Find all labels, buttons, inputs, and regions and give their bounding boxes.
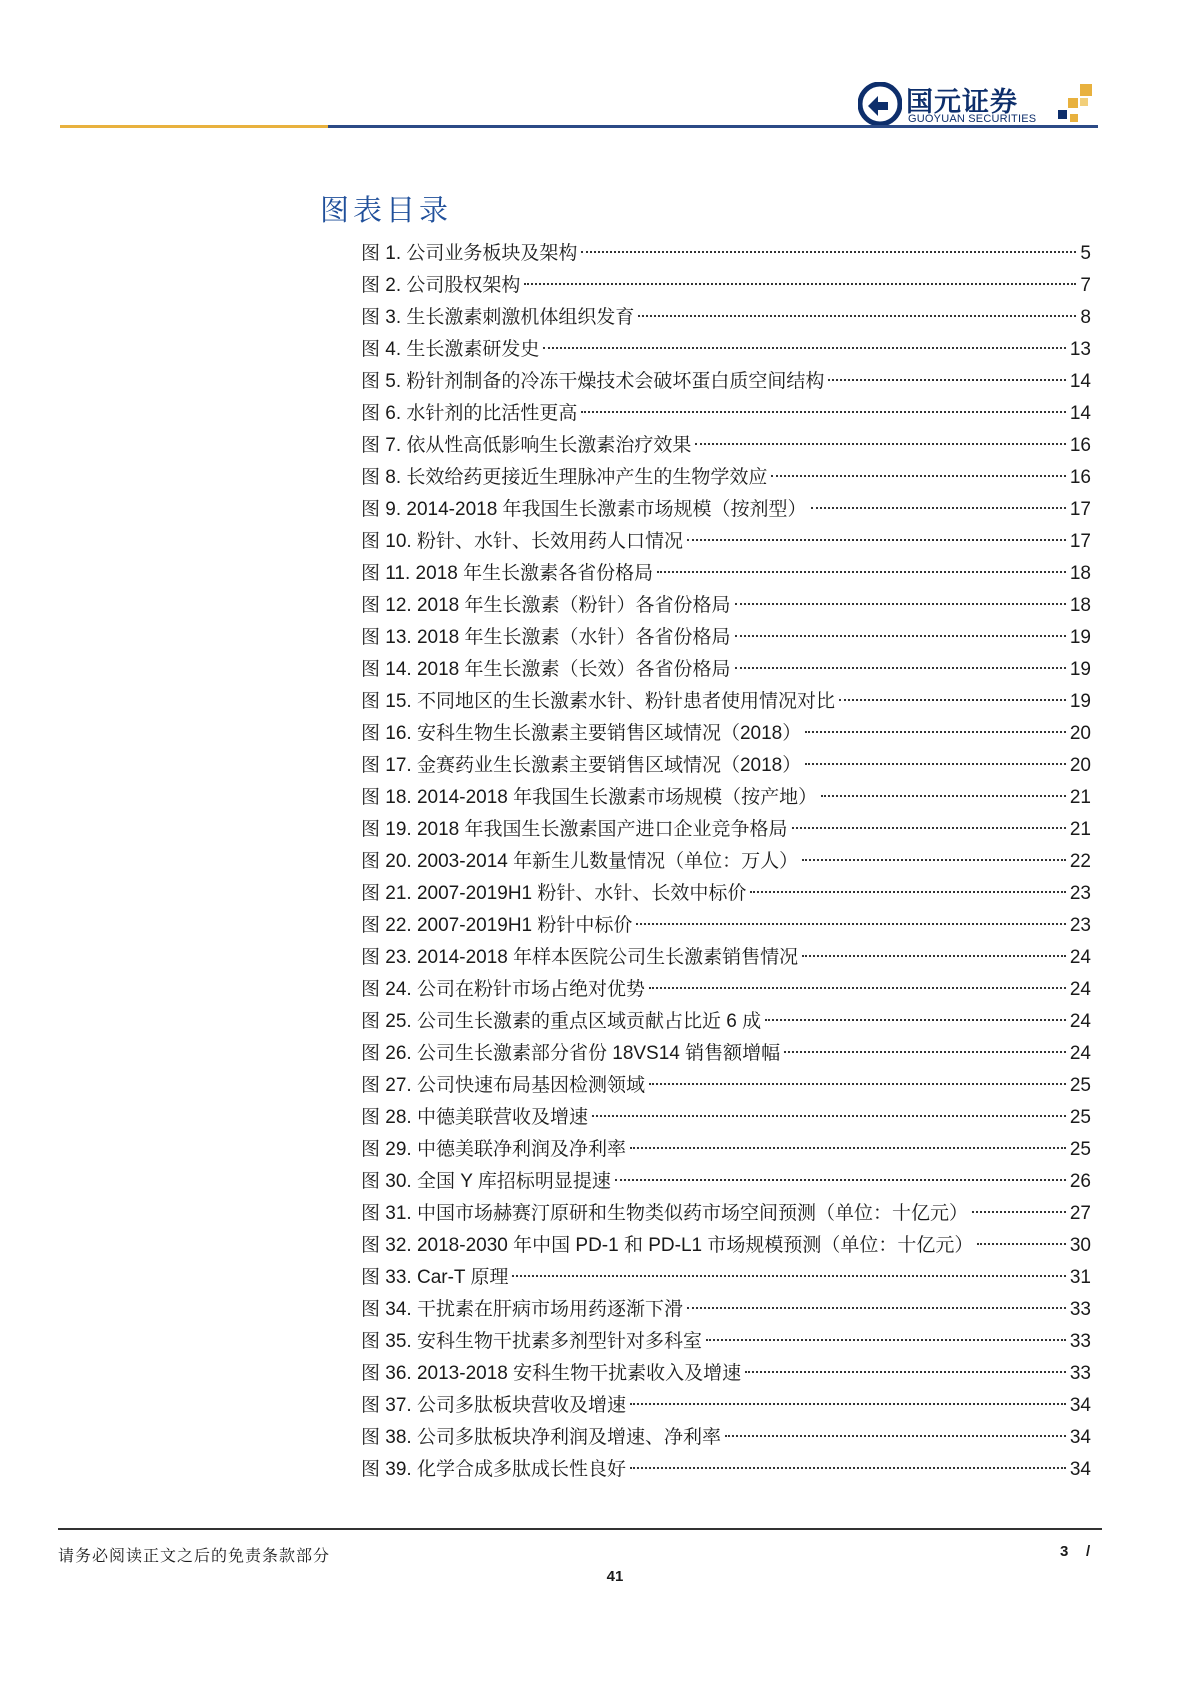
toc-entry-page: 21 [1069, 787, 1091, 808]
toc-entry-page: 33 [1069, 1363, 1091, 1384]
toc-entry-page: 23 [1069, 883, 1091, 904]
toc-entry-page: 8 [1080, 307, 1091, 328]
company-logo [858, 80, 1098, 128]
toc-entry-page: 7 [1080, 275, 1091, 296]
toc-entry-page: 19 [1069, 691, 1091, 712]
toc-entry-page: 20 [1069, 723, 1091, 744]
toc-entry[interactable] [361, 1070, 1091, 1102]
toc-entry-label: 图 9. 2014-2018 年我国生长激素市场规模（按剂型） [361, 499, 807, 520]
toc-entry-label: 图 29. 中德美联净利润及净利率 [361, 1139, 626, 1160]
toc-entry[interactable] [361, 1134, 1091, 1166]
toc-entry[interactable] [361, 462, 1091, 494]
toc-dot-leader [636, 923, 1065, 925]
toc-dot-leader [706, 1339, 1066, 1341]
toc-dot-leader [792, 827, 1066, 829]
toc-entry[interactable] [361, 1422, 1091, 1454]
toc-entry-label: 图 21. 2007-2019H1 粉针、水针、长效中标价 [361, 883, 747, 904]
toc-entry[interactable] [361, 334, 1091, 366]
footer-rule [58, 1528, 1102, 1530]
toc-entry[interactable] [361, 1006, 1091, 1038]
toc-dot-leader [630, 1467, 1066, 1469]
toc-entry-page: 24 [1069, 1011, 1091, 1032]
toc-entry-page: 31 [1069, 1267, 1091, 1288]
toc-entry-page: 14 [1069, 403, 1091, 424]
toc-dot-leader [745, 1371, 1066, 1373]
toc-dot-leader [543, 347, 1065, 349]
toc-entry-label: 图 16. 安科生物生长激素主要销售区域情况（2018） [361, 723, 802, 744]
toc-dot-leader [765, 1019, 1066, 1021]
toc-entry-label: 图 38. 公司多肽板块净利润及增速、净利率 [361, 1427, 721, 1448]
toc-entry-page: 33 [1069, 1299, 1091, 1320]
toc-entry-page: 34 [1069, 1427, 1091, 1448]
toc-dot-leader [784, 1051, 1066, 1053]
toc-dot-leader [750, 891, 1065, 893]
toc-entry-label: 图 3. 生长激素刺激机体组织发育 [361, 307, 635, 328]
toc-entry[interactable] [361, 718, 1091, 750]
toc-entry-page: 16 [1069, 467, 1091, 488]
toc-entry-label: 图 11. 2018 年生长激素各省份格局 [361, 563, 654, 584]
toc-entry[interactable] [361, 974, 1091, 1006]
toc-entry[interactable] [361, 814, 1091, 846]
toc-dot-leader [524, 283, 1076, 285]
toc-list [361, 238, 1091, 1486]
footer-page-separator: / [1086, 1543, 1091, 1560]
toc-dot-leader [592, 1115, 1066, 1117]
toc-entry-page: 24 [1069, 947, 1091, 968]
logo-squares-icon [1054, 84, 1094, 128]
toc-dot-leader [735, 667, 1066, 669]
toc-dot-leader [687, 539, 1066, 541]
toc-entry-label: 图 27. 公司快速布局基因检测领域 [361, 1075, 645, 1096]
toc-entry-label: 图 22. 2007-2019H1 粉针中标价 [361, 915, 633, 936]
toc-entry[interactable] [361, 1390, 1091, 1422]
page-header [0, 0, 1200, 140]
toc-dot-leader [695, 443, 1065, 445]
footer-total-pages: 41 [606, 1568, 624, 1585]
toc-dot-leader [735, 603, 1066, 605]
toc-dot-leader [581, 411, 1065, 413]
toc-entry-page: 24 [1069, 1043, 1091, 1064]
toc-entry-page: 18 [1069, 595, 1091, 616]
toc-entry-page: 21 [1069, 819, 1091, 840]
toc-entry-label: 图 8. 长效给药更接近生理脉冲产生的生物学效应 [361, 467, 768, 488]
toc-entry-label: 图 23. 2014-2018 年样本医院公司生长激素销售情况 [361, 947, 799, 968]
toc-entry-page: 22 [1069, 851, 1091, 872]
toc-dot-leader [821, 795, 1066, 797]
toc-dot-leader [649, 1083, 1066, 1085]
toc-dot-leader [805, 731, 1066, 733]
toc-entry[interactable] [361, 1166, 1091, 1198]
toc-entry-page: 13 [1069, 339, 1091, 360]
logo-name-zh: 国元证券 [906, 87, 1018, 117]
toc-entry-label: 图 34. 干扰素在肝病市场用药逐渐下滑 [361, 1299, 683, 1320]
toc-entry-page: 19 [1069, 627, 1091, 648]
toc-dot-leader [725, 1435, 1066, 1437]
logo-mark-icon [858, 82, 902, 126]
toc-entry-label: 图 4. 生长激素研发史 [361, 339, 540, 360]
toc-entry[interactable] [361, 1454, 1091, 1486]
toc-entry[interactable] [361, 750, 1091, 782]
toc-title: 图表目录 [320, 193, 453, 227]
toc-entry-page: 27 [1069, 1203, 1091, 1224]
toc-entry[interactable] [361, 910, 1091, 942]
toc-entry-label: 图 5. 粉针剂制备的冷冻干燥技术会破坏蛋白质空间结构 [361, 371, 825, 392]
toc-dot-leader [771, 475, 1065, 477]
toc-entry-label: 图 19. 2018 年我国生长激素国产进口企业竞争格局 [361, 819, 788, 840]
toc-dot-leader [802, 955, 1066, 957]
toc-entry-page: 17 [1069, 499, 1091, 520]
toc-entry-label: 图 36. 2013-2018 安科生物干扰素收入及增速 [361, 1363, 742, 1384]
toc-entry-label: 图 18. 2014-2018 年我国生长激素市场规模（按产地） [361, 787, 818, 808]
toc-entry-page: 16 [1069, 435, 1091, 456]
toc-entry[interactable] [361, 1198, 1091, 1230]
toc-entry-label: 图 32. 2018-2030 年中国 PD-1 和 PD-L1 市场规模预测（单位：十亿元） [361, 1235, 974, 1256]
toc-entry-label: 图 26. 公司生长激素部分省份 18VS14 销售额增幅 [361, 1043, 781, 1064]
toc-entry[interactable] [361, 1326, 1091, 1358]
toc-entry-page: 18 [1069, 563, 1091, 584]
toc-entry[interactable] [361, 238, 1091, 270]
toc-dot-leader [972, 1211, 1066, 1213]
toc-dot-leader [802, 859, 1066, 861]
toc-dot-leader [839, 699, 1066, 701]
toc-entry[interactable] [361, 398, 1091, 430]
toc-entry-page: 25 [1069, 1107, 1091, 1128]
toc-entry-page: 5 [1080, 243, 1091, 264]
toc-entry-page: 23 [1069, 915, 1091, 936]
toc-dot-leader [828, 379, 1065, 381]
toc-entry-page: 17 [1069, 531, 1091, 552]
toc-entry-label: 图 10. 粉针、水针、长效用药人口情况 [361, 531, 683, 552]
toc-dot-leader [638, 315, 1076, 317]
toc-entry-page: 26 [1069, 1171, 1091, 1192]
toc-dot-leader [649, 987, 1066, 989]
toc-dot-leader [581, 251, 1076, 253]
toc-entry[interactable] [361, 846, 1091, 878]
toc-dot-leader [615, 1179, 1066, 1181]
header-rule-gold [60, 125, 328, 128]
toc-dot-leader [977, 1243, 1065, 1245]
toc-entry[interactable] [361, 526, 1091, 558]
toc-entry[interactable] [361, 942, 1091, 974]
toc-entry-page: 19 [1069, 659, 1091, 680]
toc-entry-page: 33 [1069, 1331, 1091, 1352]
toc-entry-label: 图 39. 化学合成多肽成长性良好 [361, 1459, 626, 1480]
footer-disclaimer: 请务必阅读正文之后的免责条款部分 [58, 1546, 331, 1565]
toc-entry[interactable] [361, 686, 1091, 718]
toc-dot-leader [630, 1403, 1066, 1405]
toc-entry[interactable] [361, 302, 1091, 334]
toc-entry[interactable] [361, 654, 1091, 686]
toc-entry-page: 25 [1069, 1139, 1091, 1160]
header-rule-blue [328, 125, 1098, 128]
toc-dot-leader [805, 763, 1066, 765]
toc-entry-label: 图 20. 2003-2014 年新生儿数量情况（单位：万人） [361, 851, 799, 872]
toc-entry-label: 图 6. 水针剂的比活性更高 [361, 403, 578, 424]
toc-entry-label: 图 30. 全国 Y 库招标明显提速 [361, 1171, 611, 1192]
toc-entry-page: 30 [1069, 1235, 1091, 1256]
toc-entry[interactable] [361, 270, 1091, 302]
toc-entry-page: 25 [1069, 1075, 1091, 1096]
toc-entry-label: 图 35. 安科生物干扰素多剂型针对多科室 [361, 1331, 702, 1352]
toc-entry[interactable] [361, 1262, 1091, 1294]
toc-entry-label: 图 13. 2018 年生长激素（水针）各省份格局 [361, 627, 731, 648]
toc-entry[interactable] [361, 878, 1091, 910]
toc-entry[interactable] [361, 366, 1091, 398]
toc-entry-label: 图 7. 依从性高低影响生长激素治疗效果 [361, 435, 692, 456]
toc-entry[interactable] [361, 494, 1091, 526]
toc-entry[interactable] [361, 782, 1091, 814]
toc-entry[interactable] [361, 1358, 1091, 1390]
toc-dot-leader [811, 507, 1066, 509]
toc-entry-label: 图 1. 公司业务板块及架构 [361, 243, 578, 264]
toc-entry-label: 图 24. 公司在粉针市场占绝对优势 [361, 979, 645, 1000]
toc-entry-label: 图 17. 金赛药业生长激素主要销售区域情况（2018） [361, 755, 802, 776]
toc-entry[interactable] [361, 590, 1091, 622]
toc-entry-label: 图 28. 中德美联营收及增速 [361, 1107, 588, 1128]
toc-entry[interactable] [361, 558, 1091, 590]
toc-entry-page: 24 [1069, 979, 1091, 1000]
toc-entry-label: 图 14. 2018 年生长激素（长效）各省份格局 [361, 659, 731, 680]
toc-entry-page: 34 [1069, 1395, 1091, 1416]
toc-entry-label: 图 15. 不同地区的生长激素水针、粉针患者使用情况对比 [361, 691, 835, 712]
toc-entry-label: 图 2. 公司股权架构 [361, 275, 521, 296]
toc-entry[interactable] [361, 1038, 1091, 1070]
toc-entry[interactable] [361, 1102, 1091, 1134]
toc-entry-label: 图 37. 公司多肽板块营收及增速 [361, 1395, 626, 1416]
toc-entry-page: 14 [1069, 371, 1091, 392]
toc-entry[interactable] [361, 622, 1091, 654]
toc-entry[interactable] [361, 430, 1091, 462]
toc-entry-label: 图 31. 中国市场赫赛汀原研和生物类似药市场空间预测（单位：十亿元） [361, 1203, 968, 1224]
toc-entry-label: 图 25. 公司生长激素的重点区域贡献占比近 6 成 [361, 1011, 762, 1032]
toc-entry-label: 图 33. Car-T 原理 [361, 1267, 509, 1288]
toc-dot-leader [657, 571, 1066, 573]
logo-name-en: GUOYUAN SECURITIES [908, 113, 1037, 125]
toc-dot-leader [687, 1307, 1066, 1309]
toc-entry-page: 20 [1069, 755, 1091, 776]
toc-dot-leader [512, 1275, 1065, 1277]
toc-dot-leader [735, 635, 1066, 637]
footer-page-number: 3 [1060, 1543, 1069, 1560]
toc-entry-label: 图 12. 2018 年生长激素（粉针）各省份格局 [361, 595, 731, 616]
toc-dot-leader [630, 1147, 1066, 1149]
toc-entry[interactable] [361, 1294, 1091, 1326]
toc-entry-page: 34 [1069, 1459, 1091, 1480]
toc-entry[interactable] [361, 1230, 1091, 1262]
